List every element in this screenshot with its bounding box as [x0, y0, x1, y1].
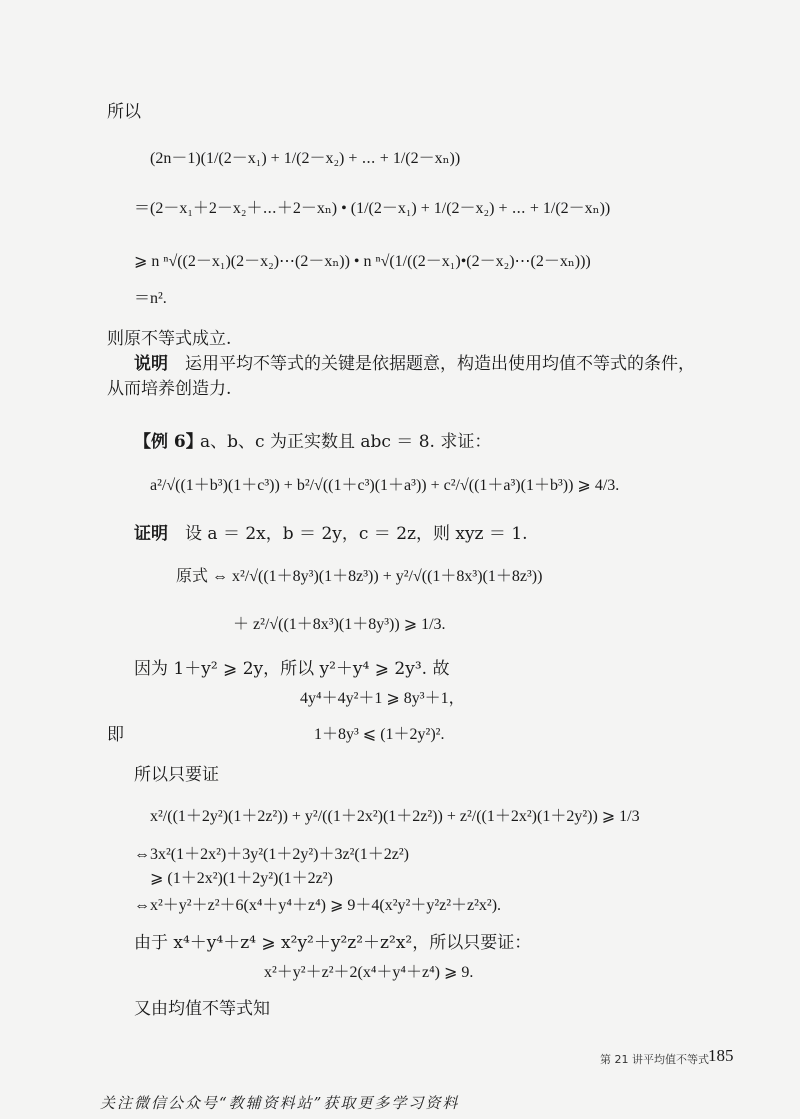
formula-line: ＋ z²/√((1＋8x³)(1＋8y³)) ⩾ 1/3.	[233, 616, 446, 633]
formula-line: ＝n².	[134, 290, 167, 307]
formula-line: x²＋y²＋z²＋2(x⁴＋y⁴＋z⁴) ⩾ 9.	[264, 964, 474, 981]
formula-line: 原式 ⇔ x²/√((1＋8y³)(1＋8z³)) + y²/√((1＋8x³)(1＋8z³))	[176, 568, 543, 585]
formula-line: ⇔x²＋y²＋z²＋6(x⁴＋y⁴＋z⁴) ⩾ 9＋4(x²y²＋y²z²＋z²x²).	[134, 897, 502, 914]
text-line: 因为 1＋y² ⩾ 2y，所以 y²＋y⁴ ⩾ 2y³. 故	[134, 659, 450, 679]
text-line: 又由均值不等式知	[134, 999, 270, 1019]
chapter-number: 第 21 讲	[600, 1053, 643, 1066]
text-line: 由于 x⁴＋y⁴＋z⁴ ⩾ x²y²＋y²z²＋z²x²，所以只要证：	[134, 933, 532, 953]
formula-line: ⇔3x²(1＋2x²)＋3y²(1＋2y²)＋3z²(1＋2z²)	[134, 846, 409, 863]
formula-line: ＝(2－x₁＋2－x₂＋⋯＋2－xₙ) • (1/(2－x₁) + 1/(2－x₂) + ⋯ + 1/(2－xₙ))	[134, 200, 611, 217]
text-line: 所以	[107, 102, 141, 122]
formula-line: 1＋8y³ ⩽ (1＋2y²)².	[314, 726, 445, 743]
text-line: a、b、c 为正实数且 abc ＝ 8. 求证：	[200, 432, 492, 452]
text-line: 则原不等式成立.	[107, 329, 232, 349]
page-number: 185	[708, 1046, 734, 1065]
formula-line: ⩾ (1＋2x²)(1＋2y²)(1＋2z²)	[150, 870, 333, 887]
formula-line: 4y⁴＋4y²＋1 ⩾ 8y³＋1，	[300, 690, 465, 707]
formula-line: a²/√((1＋b³)(1＋c³)) + b²/√((1＋c³)(1＋a³)) + c²/√((1＋a³)(1＋b³)) ⩾ 4/3.	[150, 477, 620, 494]
formula-line: x²/((1＋2y²)(1＋2z²)) + y²/((1＋2x²)(1＋2z²)) + z²/((1＋2x²)(1＋2y²)) ⩾ 1/3	[150, 808, 640, 825]
proof-label: 证明	[134, 524, 168, 544]
formula-line: ⩾ n ⁿ√((2－x₁)(2－x₂)⋯(2－xₙ)) • n ⁿ√(1/((2－x₁)•(2－x₂)⋯(2－xₙ)))	[134, 253, 591, 270]
watermark-banner: 关注微信公众号“教辅资料站”获取更多学习资料	[100, 1094, 460, 1112]
text-line: 运用平均不等式的关键是依据题意，构造出使用均值不等式的条件，	[185, 354, 695, 374]
text-line: 即	[107, 725, 124, 745]
text-line: 设 a ＝ 2x，b ＝ 2y，c ＝ 2z，则 xyz ＝ 1.	[185, 524, 528, 544]
text-line: 所以只要证	[134, 765, 219, 785]
text-line: 从而培养创造力.	[107, 379, 232, 399]
note-label: 说明	[134, 354, 168, 374]
formula-line: (2n－1)(1/(2－x₁) + 1/(2－x₂) + ⋯ + 1/(2－xₙ))	[150, 150, 461, 167]
example-label: 【例 6】	[134, 432, 203, 452]
chapter-title: 平均值不等式	[643, 1053, 709, 1066]
